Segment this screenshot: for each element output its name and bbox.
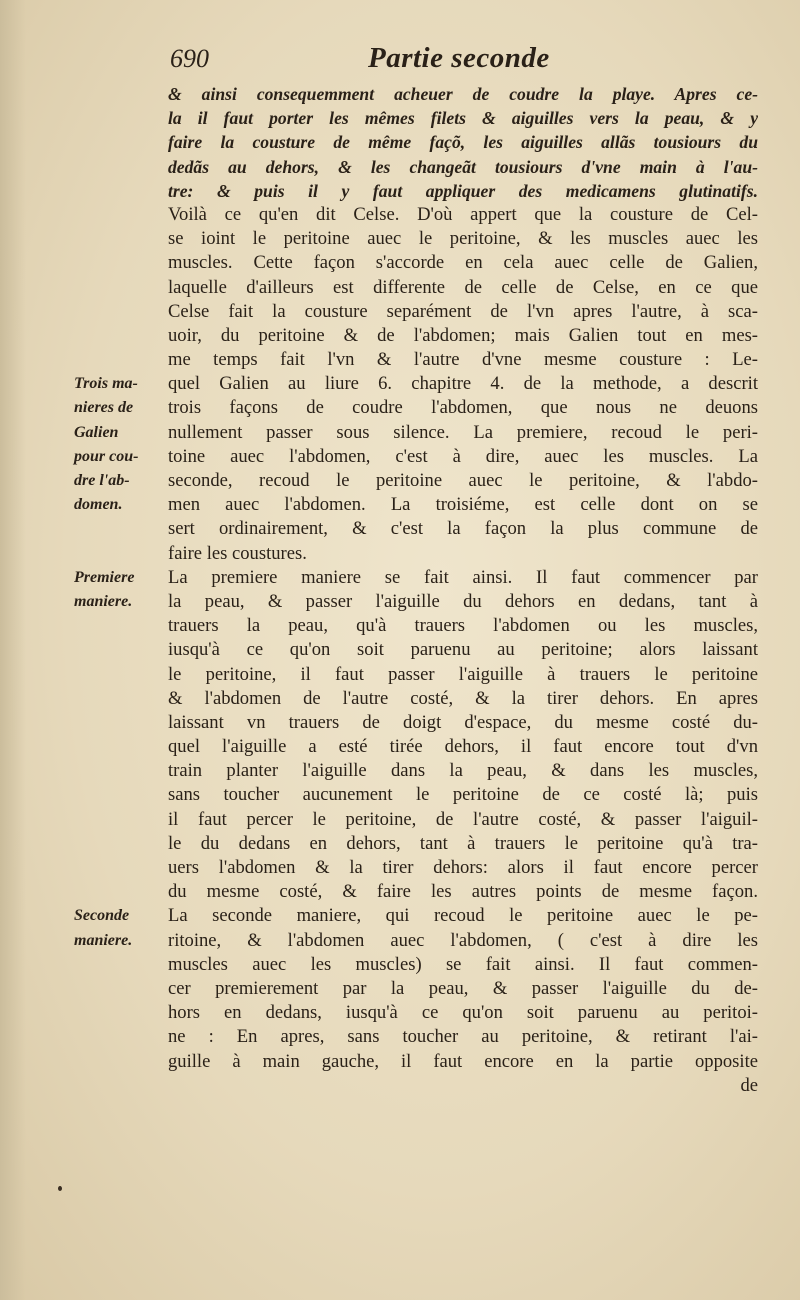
text-line: tre: & puis il y faut appliquer des medicamens glutinatifs. <box>168 180 758 201</box>
text-line: faire la cousture de même façõ, les aiguilles allãs tousiours du <box>168 132 758 153</box>
margin-note: maniere. <box>74 592 133 610</box>
margin-note: dre l'ab- <box>74 472 130 489</box>
text-row <box>0 396 800 420</box>
text-row <box>0 687 800 711</box>
text-row <box>0 880 800 904</box>
text-line: trois façons de coudre l'abdomen, que nous ne deuons <box>168 397 758 419</box>
text-line: toine auec l'abdomen, c'est à dire, auec les muscles. La <box>168 445 758 467</box>
text-row <box>0 227 800 251</box>
text-line: laquelle d'ailleurs est differente de celle de Celse, en ce que <box>168 276 758 298</box>
text-row <box>0 977 800 1001</box>
text-line: ne : En apres, sans toucher au peritoine, & retirant l'ai- <box>168 1026 758 1048</box>
text-row <box>0 300 800 324</box>
text-line: se ioint le peritoine auec le peritoine, & les muscles auec les <box>168 228 758 250</box>
page-number: 690 <box>170 44 209 73</box>
text-line: hors en dedans, iusqu'à ce qu'on soit paruenu au peritoi- <box>168 1002 758 1024</box>
text-row <box>0 372 800 396</box>
margin-note: nieres de <box>74 399 134 417</box>
text-row <box>0 856 800 880</box>
text-row <box>0 251 800 275</box>
text-row <box>0 1050 800 1074</box>
text-row <box>0 542 800 566</box>
ink-blot <box>58 1186 62 1191</box>
text-row <box>0 203 800 227</box>
text-row <box>0 711 800 735</box>
text-line: La seconde maniere, qui recoud le peritoine auec le pe- <box>168 905 758 927</box>
text-row <box>0 638 800 662</box>
text-line: Voilà ce qu'en dit Celse. D'où appert que la cousture de Cel- <box>168 203 758 225</box>
text-row <box>0 130 800 154</box>
text-row <box>0 155 800 179</box>
text-row <box>0 808 800 832</box>
page-body <box>0 82 800 1098</box>
text-row <box>0 179 800 203</box>
text-line: trauers la peau, qu'à trauers l'abdomen ou les muscles, <box>168 615 758 637</box>
text-line: uers l'abdomen & la tirer dehors: alors il faut encore percer <box>168 857 758 878</box>
margin-note: Premiere <box>74 568 135 586</box>
text-row <box>0 324 800 348</box>
running-head: Partie seconde <box>368 42 550 74</box>
text-line: le peritoine, il faut passer l'aiguille à trauers le peritoine <box>168 663 758 685</box>
text-line: laissant vn trauers de doigt d'espace, du mesme costé du- <box>168 711 758 733</box>
text-row <box>0 566 800 590</box>
text-line: me temps fait l'vn & l'autre d'vne mesme cousture : Le- <box>168 349 758 371</box>
text-row <box>0 517 800 541</box>
page-header <box>170 42 760 82</box>
text-row <box>0 663 800 687</box>
text-line: muscles. Cette façon s'accorde en cela auec celle de Galien, <box>168 252 758 274</box>
text-row <box>0 276 800 300</box>
text-row <box>0 759 800 783</box>
text-row <box>0 614 800 638</box>
text-line: uoir, du peritoine & de l'abdomen; mais Galien tout en mes- <box>168 324 758 346</box>
text-line: & l'abdomen de l'autre costé, & la tirer dehors. En apres <box>168 687 758 709</box>
margin-note: domen. <box>74 496 123 514</box>
text-row <box>0 929 800 953</box>
text-line: quel l'aiguille a esté tirée dehors, il faut encore tout d'vn <box>168 736 758 758</box>
text-line: train planter l'aiguille dans la peau, & dans les muscles, <box>168 760 758 782</box>
text-row <box>0 421 800 445</box>
text-line: quel Galien au liure 6. chapitre 4. de la methode, a descrit <box>168 373 758 395</box>
text-row <box>0 783 800 807</box>
margin-note: pour cou- <box>74 447 139 465</box>
text-row <box>0 469 800 493</box>
text-line: Celse fait la cousture separément de l'vn apres l'autre, à sca- <box>168 300 758 322</box>
text-line: muscles auec les muscles) se fait ainsi. Il faut commen- <box>168 953 758 975</box>
text-line: faire les coustures. <box>168 542 307 564</box>
text-row <box>0 1025 800 1049</box>
text-line: dedãs au dehors, & les changeãt tousiours d'vne main à l'au- <box>168 156 758 177</box>
text-line: nullement passer sous silence. La premiere, recoud le peri- <box>168 421 758 443</box>
text-line: cer premierement par la peau, & passer l'aiguille du de- <box>168 977 758 999</box>
text-line: La premiere maniere se fait ainsi. Il faut commencer par <box>168 566 758 588</box>
text-line: sert ordinairement, & c'est la façon la plus commune de <box>168 518 758 540</box>
text-line: du mesme costé, & faire les autres points de mesme façon. <box>168 881 758 903</box>
text-line: guille à main gauche, il faut encore en la partie opposite <box>168 1050 758 1072</box>
text-row <box>0 445 800 469</box>
text-row <box>0 1001 800 1025</box>
text-line: la peau, & passer l'aiguille du dehors en dedans, tant à <box>168 590 758 612</box>
text-line: & ainsi consequemment acheuer de coudre la playe. Apres ce- <box>168 84 758 104</box>
text-line: sans toucher aucunement le peritoine de ce costé là; puis <box>168 784 758 806</box>
text-row <box>0 493 800 517</box>
text-line: il faut percer le peritoine, de l'autre costé, & passer l'aiguil- <box>168 808 758 830</box>
text-line: iusqu'à ce qu'on soit paruenu au peritoine; alors laissant <box>168 639 758 661</box>
text-row <box>0 953 800 977</box>
margin-note: Galien <box>74 423 119 441</box>
margin-note: Trois ma- <box>74 375 138 393</box>
text-row <box>0 1074 800 1098</box>
text-row <box>0 106 800 130</box>
text-line: men auec l'abdomen. La troisiéme, est celle dont on se <box>168 494 758 516</box>
text-line: de <box>740 1074 758 1096</box>
margin-note: maniere. <box>74 931 133 949</box>
text-row <box>0 82 800 106</box>
text-line: le du dedans en dehors, tant à trauers le peritoine qu'à tra- <box>168 832 758 854</box>
text-row <box>0 590 800 614</box>
text-row <box>0 348 800 372</box>
text-line: seconde, recoud le peritoine auec le peritoine, & l'abdo- <box>168 470 758 491</box>
text-row <box>0 735 800 759</box>
margin-note: Seconde <box>74 907 130 925</box>
text-row <box>0 904 800 928</box>
text-line: la il faut porter les mêmes filets & aiguilles vers la peau, & y <box>168 108 758 129</box>
text-line: ritoine, & l'abdomen auec l'abdomen, ( c'est à dire les <box>168 929 758 951</box>
text-row <box>0 832 800 856</box>
